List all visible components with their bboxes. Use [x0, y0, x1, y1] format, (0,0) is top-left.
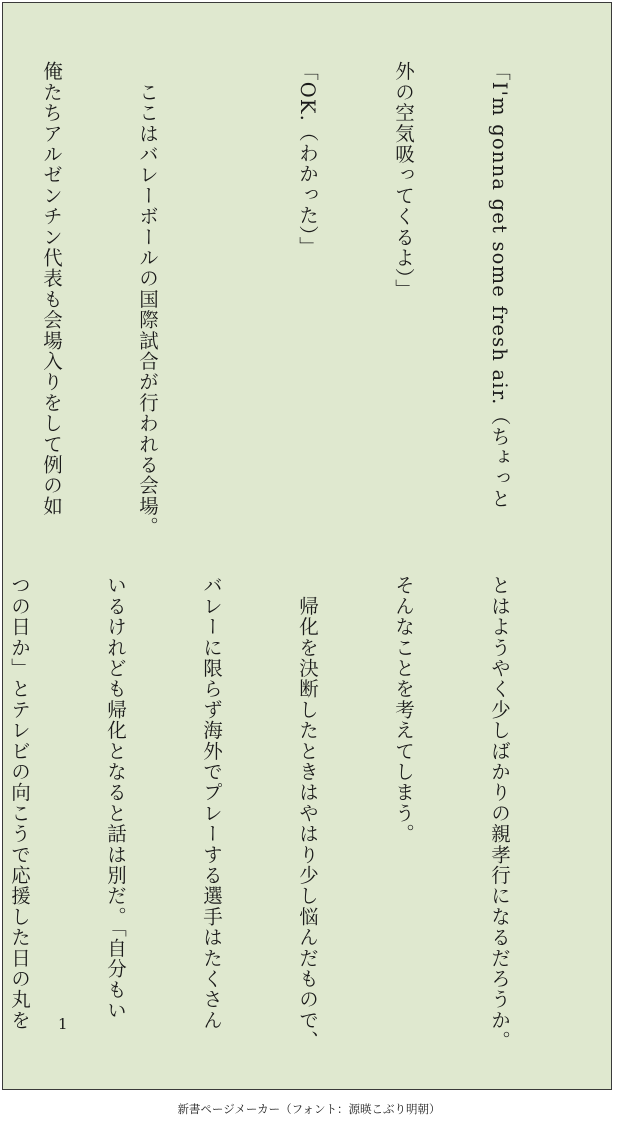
text-line: 「OK.（わかった）」	[296, 61, 319, 258]
text-line: バレーに限らず海外でプレーする選手はたくさん	[200, 575, 223, 1031]
text-line: 外の空気吸ってくるよ）」	[392, 61, 415, 300]
upper-text-block	[0, 61, 579, 538]
text-line: つの日か」とテレビの向こうで応援した日の丸を	[8, 575, 31, 1031]
text-line: 俺たちアルゼンチン代表も会場入りをして例の如	[40, 61, 63, 517]
book-page	[2, 2, 612, 1090]
text-line: とはようやく少しばかりの親孝行になるだろうか。	[488, 575, 511, 1052]
text-line: そんなことを考えてしまう。	[392, 575, 415, 845]
text-line: 帰化を決断したときはやはり少し悩んだもので、	[296, 575, 319, 1052]
lower-text-block	[0, 575, 579, 1052]
page-number: 1	[58, 1015, 68, 1033]
text-line: ここはバレーボールの国際試合が行われる会場。	[136, 61, 159, 538]
text-line: いるけれども帰化となると話は別だ。「自分もい	[104, 575, 127, 1021]
text-line: 「I'm gonna get some fresh air.（ちょっと	[488, 61, 511, 510]
page-caption: 新書ページメーカー（フォント：源暎こぶり明朝）	[177, 1102, 441, 1116]
